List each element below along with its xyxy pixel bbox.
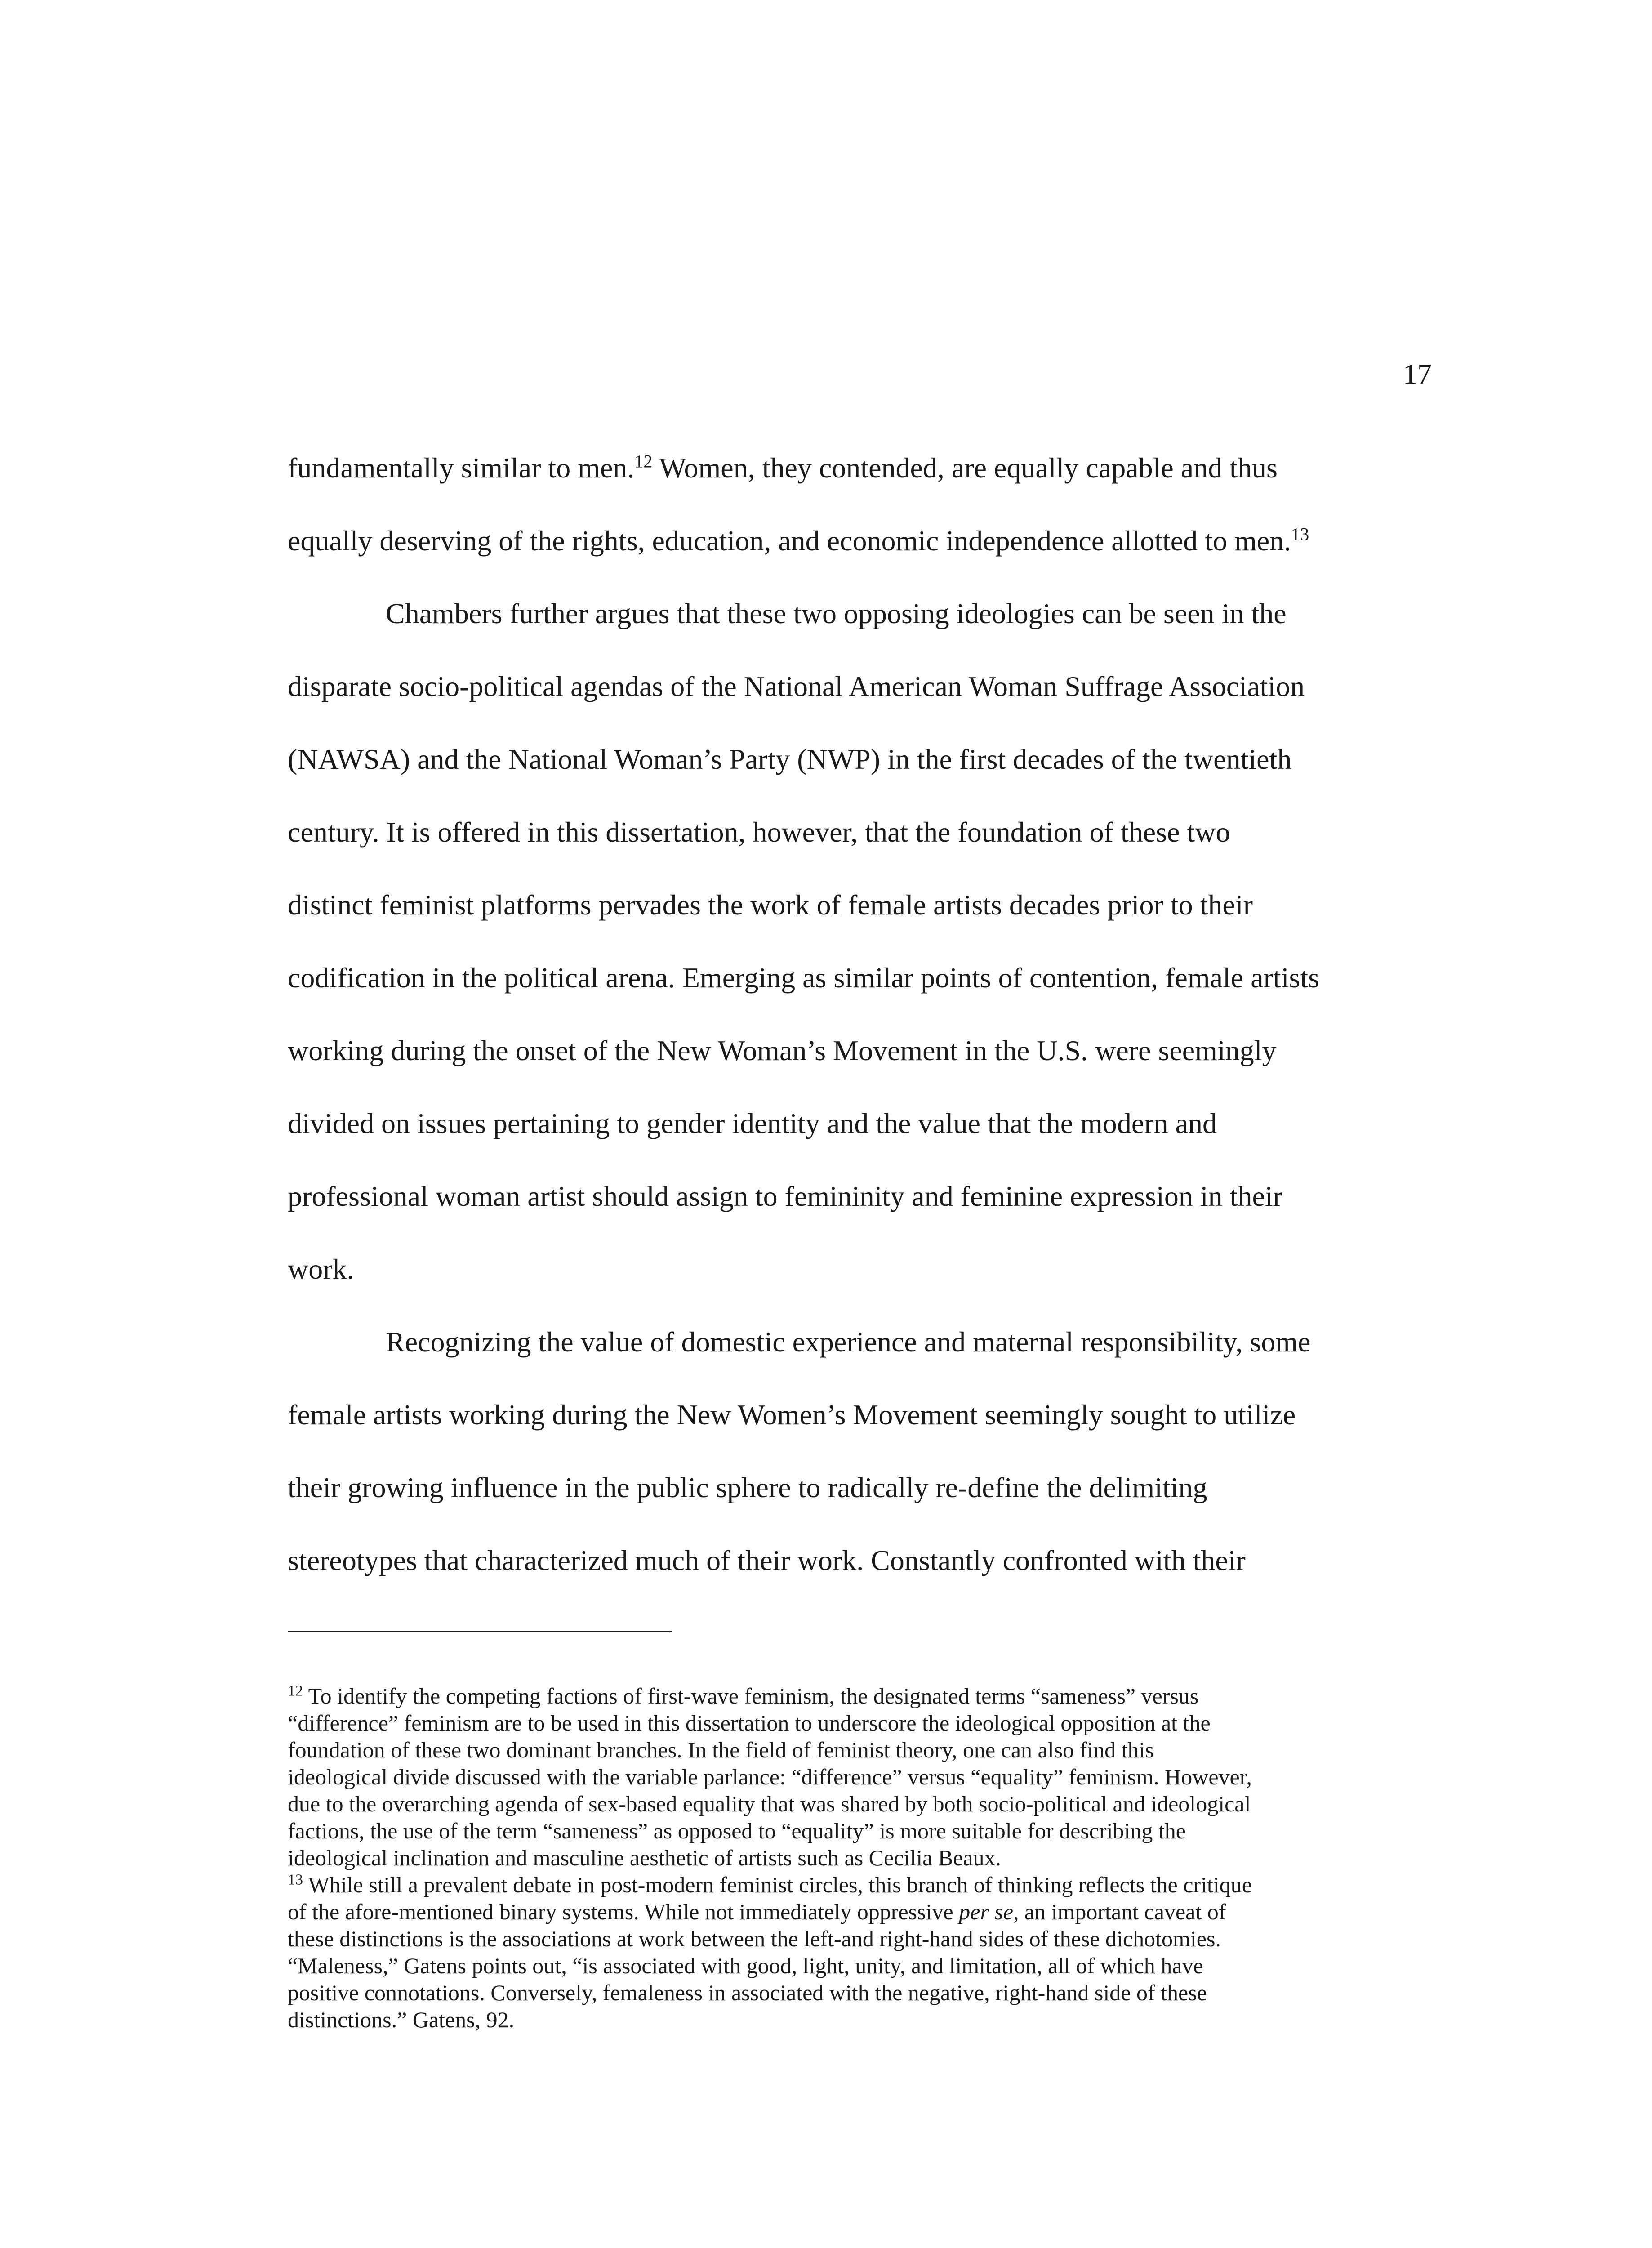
body-text [288,432,1456,1597]
footnote-13-text-b: an important caveat of these distinctions is the associations at work between the left-and right-hand sides of these dichotomies. “Maleness,” Gatens points out, “is associated with good, light, unity, and limitation, all of which have positive connotations. Conversely, femaleness in associated with the negative, right-hand side of these distinctions.” Gatens, 92. [288,1899,1226,2032]
footnote-13 [288,1871,1438,2033]
footnote-marker-13: 13 [288,1871,303,1888]
paragraph-3: Recognizing the value of domestic experience and maternal responsibility, some female artists working during the New Women’s Movement seemingly sought to utilize their growing influence in the public sphere to radically re-define the delimiting stereotypes that characterized much of their work. Constantly confronted with their [288,1326,1311,1576]
footnote-12-text: To identify the competing factions of first-wave feminism, the designated terms “sameness” versus “difference” feminism are to be used in this dissertation to underscore the ideological opposition at the foundation of these two dominant branches. In the field of feminist theory, one can also find this ideological divide discussed with the variable parlance: “difference” versus “equality” feminism. However, due to the overarching agenda of sex-based equality that was shared by both socio-political and ideological factions, the use of the term “sameness” as opposed to “equality” is more suitable for describing the ideological inclination and masculine aesthetic of artists such as Cecilia Beaux. [288,1683,1252,1870]
footnote-12 [288,1682,1438,1871]
footnotes [288,1682,1438,2033]
footnote-marker-12: 12 [288,1682,303,1699]
footnote-divider [288,1631,672,1632]
page-number: 17 [1403,358,1432,390]
paragraph-2: Chambers further argues that these two opposing ideologies can be seen in the disparate socio-political agendas of the National American Woman Suffrage Association (NAWSA) and the National Woman’s Party (NWP) in the first decades of the twentieth century. It is offered in this dissertation, however, that the foundation of these two distinct feminist platforms pervades the work of female artists decades prior to their codification in the political arena. Emerging as similar points of contention, female artists working during the onset of the New Woman’s Movement in the U.S. were seemingly divided on issues pertaining to gender identity and the value that the modern and professional woman artist should assign to femininity and feminine expression in their work. [288,598,1320,1285]
paragraph-1-text-a: fundamentally similar to men. [288,452,635,484]
paragraph-1 [288,432,1456,577]
footnote-ref-13[interactable]: 13 [1291,524,1309,544]
footnote-13-text-a: While still a prevalent debate in post-modern feminist circles, this branch of thinking reflects the critique of the afore-mentioned binary systems. While not immediately oppressive [288,1872,1252,1924]
paragraph-1-text-b: Women, they contended, are equally capable and thus equally deserving of the rights, education, and economic independence allotted to men. [288,452,1291,557]
footnote-ref-12[interactable]: 12 [634,451,653,472]
footnote-13-italic: per se, [959,1899,1019,1924]
